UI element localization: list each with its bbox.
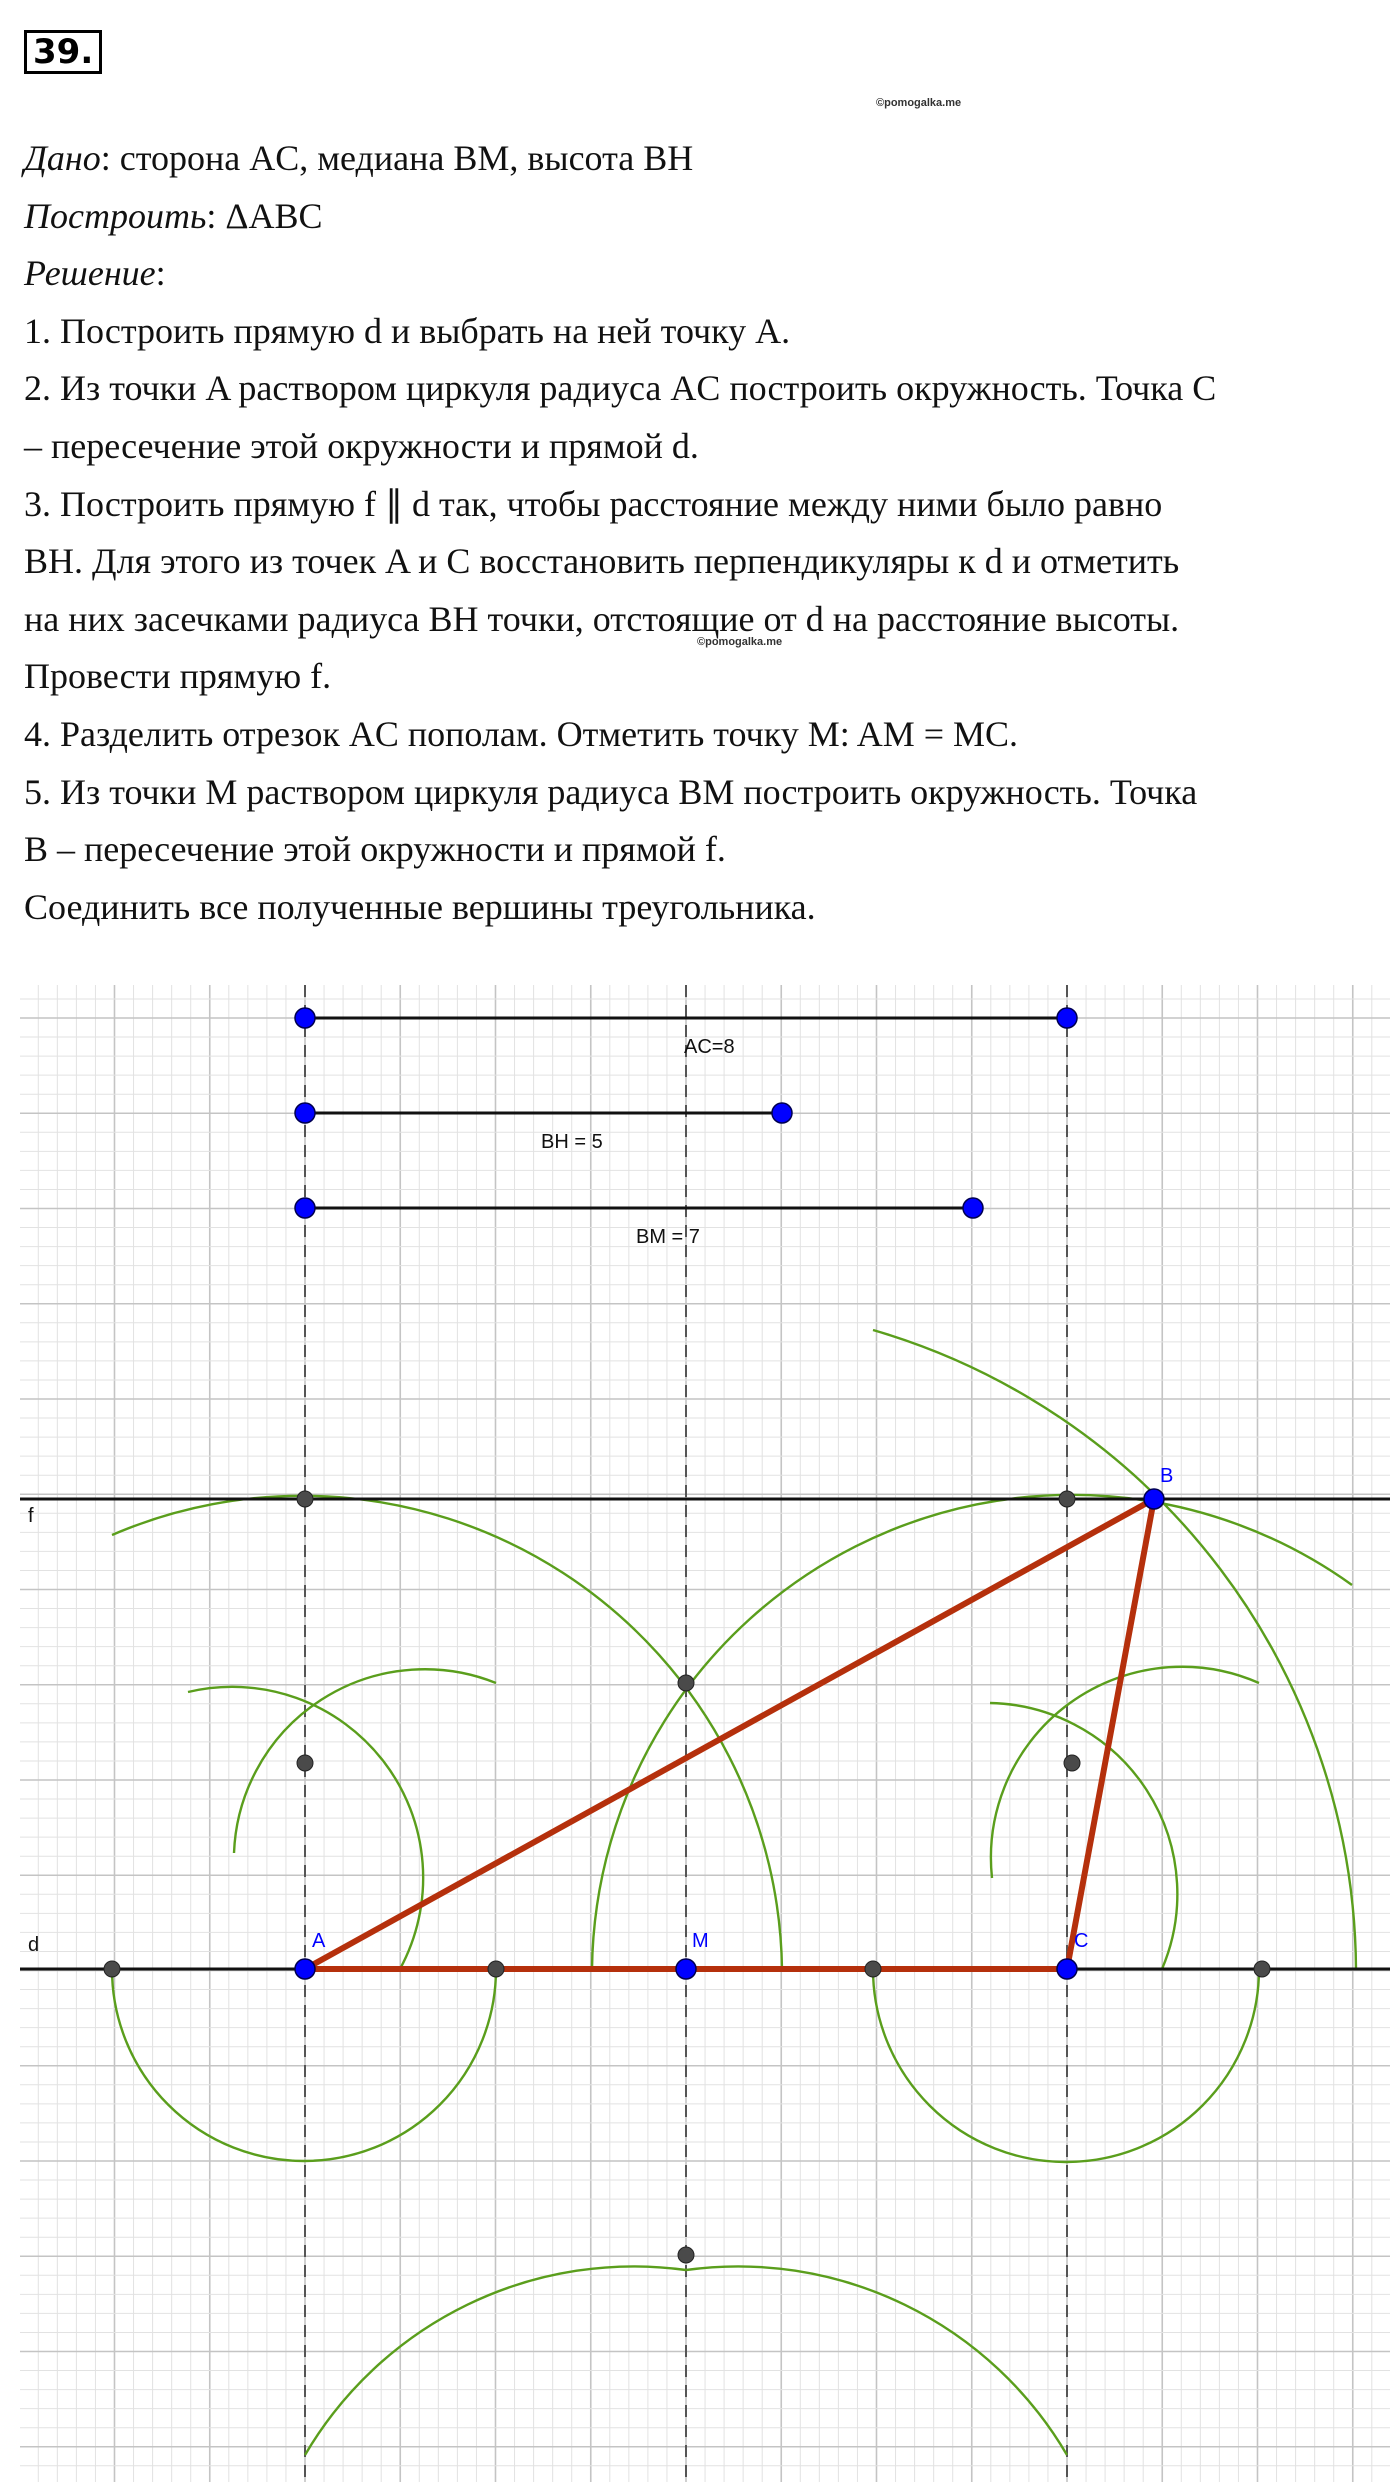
problem-number: 39. — [24, 30, 102, 74]
label-point-c: C — [1074, 1930, 1089, 1952]
text-line: на них засечками радиуса BH точки, отстоящие от d на расстояние высоты. — [24, 598, 1180, 639]
construct-line: Построить: ΔABC — [24, 195, 323, 236]
watermark-top: ©pomogalka.me — [876, 97, 962, 109]
side-ab — [305, 1499, 1154, 1969]
label-line-d: d — [28, 1934, 40, 1956]
segment-ac-end-point — [1057, 1008, 1077, 1028]
point-c — [1057, 1959, 1077, 1979]
aux-point — [488, 1961, 504, 1977]
solution-text — [24, 130, 1384, 936]
label-ac: AC=8 — [684, 1036, 735, 1058]
text-line: 1. Построить прямую d и выбрать на ней точку A. — [24, 310, 791, 351]
construct-text: ΔABC — [225, 195, 323, 236]
text-line: – пересечение этой окружности и прямой d. — [24, 425, 699, 466]
label-bm: BM = 7 — [636, 1226, 700, 1248]
label-point-m: M — [692, 1930, 709, 1952]
text-line: Соединить все полученные вершины треугольника. — [24, 886, 816, 927]
given-line: Дано: сторона AC, медиана BM, высота BH — [24, 138, 694, 178]
label-point-a: A — [312, 1930, 326, 1952]
segment-bm-start-point — [295, 1198, 315, 1218]
aux-point — [1064, 1755, 1080, 1771]
given-label: Дано — [24, 138, 101, 178]
aux-point — [865, 1961, 881, 1977]
segment-bm-end-point — [963, 1198, 983, 1218]
solution-label: Решение — [24, 253, 156, 294]
point-m — [676, 1959, 696, 1979]
aux-point — [297, 1491, 313, 1507]
point-a — [295, 1959, 315, 1979]
triangle-abc — [305, 1499, 1154, 1969]
aux-point — [678, 1675, 694, 1691]
aux-point — [1254, 1961, 1270, 1977]
text-line: 4. Разделить отрезок AC пополам. Отметить точку M: AM = MC. — [24, 713, 1019, 754]
aux-point — [297, 1755, 313, 1771]
segment-bh-end-point — [772, 1103, 792, 1123]
point-b — [1144, 1489, 1164, 1509]
aux-point — [1059, 1491, 1075, 1507]
watermark-middle: ©pomogalka.me — [697, 636, 783, 648]
text-line: BH. Для этого из точек A и C восстановить перпендикуляры к d и отметить — [24, 541, 1180, 582]
solution-line: Решение: — [24, 253, 166, 294]
aux-point — [678, 2247, 694, 2263]
label-bh: BH = 5 — [541, 1131, 603, 1153]
arc-bm-from-m — [873, 1330, 1356, 1969]
segment-ac-start-point — [295, 1008, 315, 1028]
aux-point — [104, 1961, 120, 1977]
text-line: 3. Построить прямую f ∥ d так, чтобы расстояние между ними было равно — [24, 483, 1163, 524]
text-line: Провести прямую f. — [24, 656, 332, 697]
construct-label: Построить — [24, 195, 207, 236]
construction-figure — [0, 985, 1400, 2482]
text-line: B – пересечение этой окружности и прямой f. — [24, 829, 726, 870]
label-line-f: f — [28, 1505, 34, 1527]
arc-perp-c-right — [991, 1667, 1259, 1878]
label-point-b: B — [1160, 1465, 1174, 1487]
arc-bh-from-a — [112, 1496, 782, 1969]
segment-bh-start-point — [295, 1103, 315, 1123]
given-text: сторона AC, медиана BM, высота BH — [119, 138, 694, 178]
text-line: 5. Из точки M раствором циркуля радиуса BM построить окружность. Точка — [24, 771, 1198, 812]
text-line: 2. Из точки A раствором циркуля радиуса AC построить окружность. Точка C — [24, 368, 1217, 409]
grid — [20, 985, 1390, 2482]
side-bc — [1067, 1499, 1154, 1969]
